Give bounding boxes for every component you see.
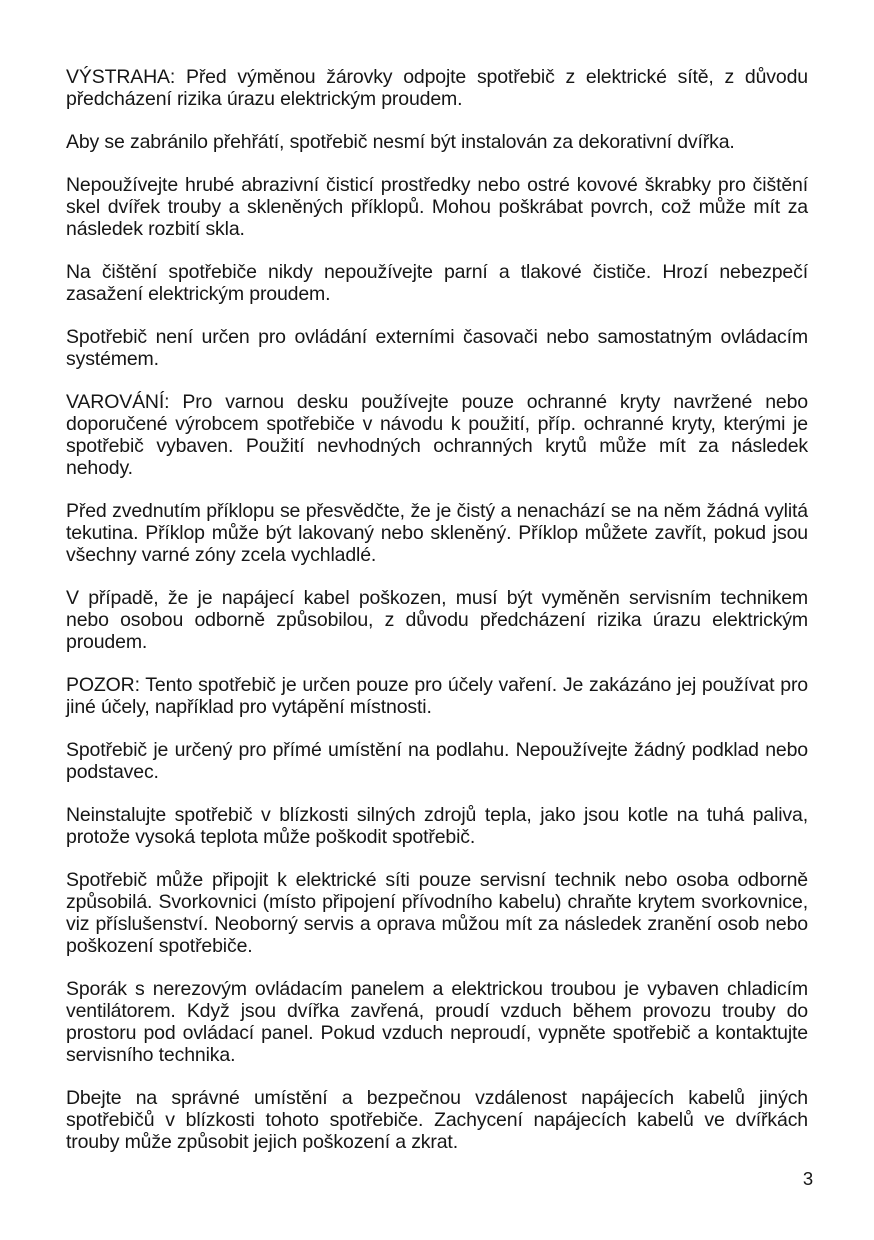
paragraph-damaged-power-cable: V případě, že je napájecí kabel poškozen, musí být vyměněn servisním technikem nebo osobou odborně způsobilou, z důvodu předcházení rizika úrazu elektrickým proudem. — [66, 587, 808, 653]
page-number: 3 — [802, 1168, 814, 1189]
paragraph-cable-distance: Dbejte na správné umístění a bezpečnou vzdálenost napájecích kabelů jiných spotřebičů v blízkosti tohoto spotřebiče. Zachycení napájecích kabelů ve dvířkách trouby může způsobit jejich poškození a zkrat. — [66, 1087, 808, 1153]
paragraph-steam-pressure-cleaners: Na čištění spotřebiče nikdy nepoužívejte parní a tlakové čističe. Hrozí nebezpečí zasažení elektrickým proudem. — [66, 261, 808, 305]
paragraph-floor-placement: Spotřebič je určený pro přímé umístění na podlahu. Nepoužívejte žádný podklad nebo podstavec. — [66, 739, 808, 783]
paragraph-cooling-fan: Sporák s nerezovým ovládacím panelem a elektrickou troubou je vybaven chladicím ventilátorem. Když jsou dvířka zavřená, proudí vzduch během provozu trouby do prostoru pod ovládací panel. Pokud vzduch neproudí, vypněte spotřebič a kontaktujte servisního technika. — [66, 978, 808, 1066]
paragraph-warning-bulb-replacement: VÝSTRAHA: Před výměnou žárovky odpojte spotřebič z elektrické sítě, z důvodu předcházení rizika úrazu elektrickým proudem. — [66, 66, 808, 110]
paragraph-electrical-connection: Spotřebič může připojit k elektrické síti pouze servisní technik nebo osoba odborně způsobilá. Svorkovnici (místo připojení přívodního kabelu) chraňte krytem svorkovnice, viz příslušenství. Neoborný servis a oprava můžou mít za následek zranění osob nebo poškození spotřebiče. — [66, 869, 808, 957]
paragraph-overheating-decorative-door: Aby se zabránilo přehřátí, spotřebič nesmí být instalován za dekorativní dvířka. — [66, 131, 735, 153]
paragraph-heat-sources: Neinstalujte spotřebič v blízkosti silných zdrojů tepla, jako jsou kotle na tuhá paliva, protože vysoká teplota může poškodit spotřebič. — [66, 804, 808, 848]
page-body-text — [66, 66, 808, 1174]
paragraph-abrasive-cleaners: Nepoužívejte hrubé abrazivní čisticí prostředky nebo ostré kovové škrabky pro čištění skel dvířek trouby a skleněných příklopů. Mohou poškrábat povrch, což může mít za následek rozbití skla. — [66, 174, 808, 240]
paragraph-caution-cooking-only: POZOR: Tento spotřebič je určen pouze pro účely vaření. Je zakázáno jej používat pro jiné účely, například pro vytápění místnosti. — [66, 674, 808, 718]
paragraph-lid-check: Před zvednutím příklopu se přesvědčte, že je čistý a nenachází se na něm žádná vylitá tekutina. Příklop může být lakovaný nebo skleněný. Příklop můžete zavřít, pokud jsou všechny varné zóny zcela vychladlé. — [66, 500, 808, 566]
paragraph-warning-hob-guards: VAROVÁNÍ: Pro varnou desku používejte pouze ochranné kryty navržené nebo doporučené výrobcem spotřebiče v návodu k použití, příp. ochranné kryty, kterými je spotřebič vybaven. Použití nevhodných ochranných krytů může mít za následek nehody. — [66, 391, 808, 479]
paragraph-external-timers: Spotřebič není určen pro ovládání externími časovači nebo samostatným ovládacím systémem. — [66, 326, 808, 370]
